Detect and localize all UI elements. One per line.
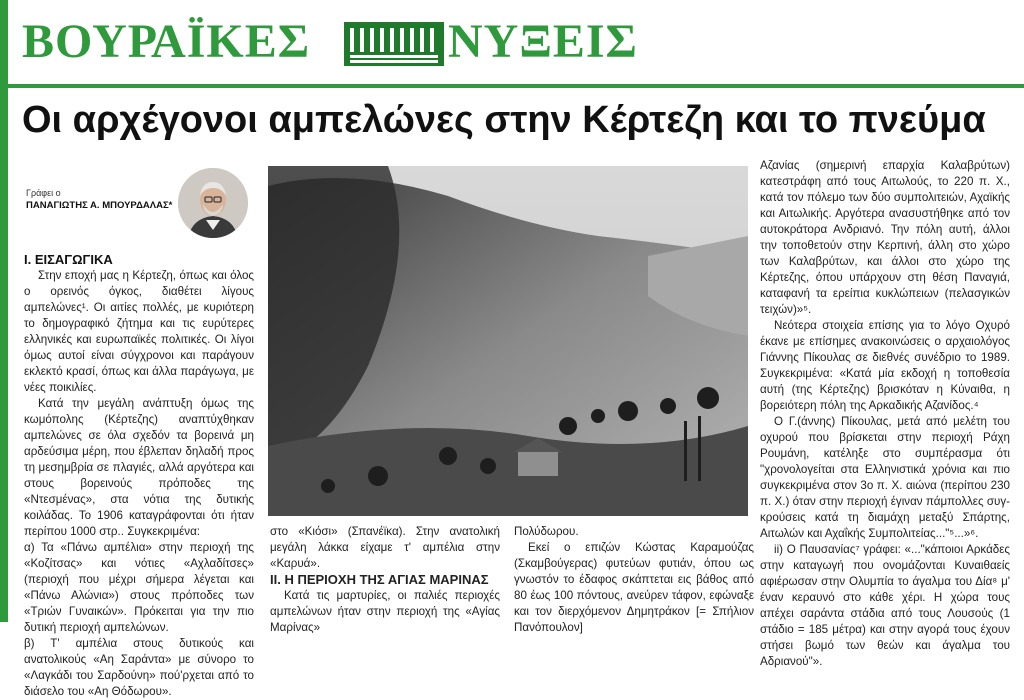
- masthead-barcode-ornament: [344, 22, 444, 66]
- article-column-2a: [270, 524, 500, 636]
- paragraph: Κατά τις μαρτυρίες, οι παλιές περιοχές αμπελώνων ήταν στην περιοχή της «Αγίας Μαρίνας»: [270, 589, 500, 634]
- article-column-2b: [514, 524, 754, 636]
- byline-label: Γράφει ο: [26, 188, 61, 198]
- author-portrait: [178, 168, 248, 238]
- paragraph: Εκεί ο επιζών Κώστας Καραμούζας (Σκαμβούγερας) φυτεύων φυτιάν, όπου ως γνωστόν το έδαφος σκάπτεται εις βάθος από 80 έως 100 πόντους, ανεύρεν τάφον, εφώναξε και τον διερχόμενον Δημητράκον [= Σπήλιον Πανόπουλον]: [514, 541, 754, 634]
- paragraph: Ο Γ.(άννης) Πίκουλας, μετά από μελέτη του οχυρού που βρίσκεται στην περιοχή Ράχη Ρουμάνη, κατέληξε στο συμπέρασμα ότι "χρονολογείται στα Ελληνιστικά χρόνια και πιο συγκεκριμένα στον 3ο π. Χ. αιώνα (περίπου 230 π. Χ.) όταν στην περιοχή έγιναν πάμπολλες συγ-κρούσεις κατά τη διαμάχη μεταξύ Σπάρτης, Αιτωλών και Αχαΐκής Συμπολιτείας..."⁵...»⁶.: [760, 415, 1010, 540]
- byline: [26, 188, 176, 211]
- paragraph: β) Τ' αμπέλια στους δυτικούς και ανατολικούς «Αη Σαράντα» με σύνορο το «Λαγκάδι του Σαρδούνη» πού'ρχεται από το διάσελο του «Αη Θόδωρου».: [24, 637, 254, 698]
- masthead-right-word: ΝΥΞΕΙΣ: [448, 15, 638, 68]
- paragraph: στο «Κιόσι» (Σπανέϊκα). Στην ανατολική μεγάλη λάκκα είχαμε τ' αμπέλια στην «Καρυά».: [270, 525, 500, 570]
- byline-author: ΠΑΝΑΓΙΩΤΗΣ Α. ΜΠΟΥΡΔΑΛΑΣ*: [26, 200, 173, 211]
- paragraph: Αζανίας (σημερινή επαρχία Καλαβρύτων) κατεστράφη από τους Αιτωλούς, το 220 π. Χ., κατά τον πόλεμο των δύο συμπολιτειών, Αχαϊκής και Αιτωλικής. Αργότερα ανασυστήθηκε από τον αυτοκράτορα Ανδριανό. Την πόλη αυτή, άλλοι την τοποθετούν στην Κερπινή, άλλη στο χώρο των Καλαβρύτων, και άλλοι στο χώρο της Κέρτεζης, όπου υπάρχουν στη θέση Παναγιά, καταφανή τα ερείπια κυκλώπειων (πελασγικών τειχών)»⁵.: [760, 159, 1010, 316]
- section-heading-agia-marina: ΙΙ. Η ΠΕΡΙΟΧΗ ΤΗΣ ΑΓΙΑΣ ΜΑΡΙΝΑΣ: [270, 572, 489, 587]
- article-headline: Οι αρχέγονοι αμπελώνες στην Κέρτεζη και το πνεύμα: [22, 99, 986, 141]
- article-column-3: [760, 158, 1010, 670]
- paragraph: Κατά την μεγάλη ανάπτυξη όμως της κωμόπολης (Κέρτεζης) αναπτύχθηκαν αμπελώνες σε όλα σχεδόν τα βορεινά μη αρδεύσιμα μέρη, που έβλεπαν δηλαδή προς τη μεσημβρία σε πλαγιές, αλλά αργότερα και στους βορεινούς πρόποδες της «Ντεσμένας», στα νότια της δυτικής κοιλάδας. Το 1906 καταγράφονται ότι ήταν περίπου 1000 στρ.. Συγκεκριμένα:: [24, 397, 254, 538]
- paragraph: Νεότερα στοιχεία επίσης για το λόγο Οχυρό έκανε με επίσημες ανακοινώσεις ο αρχαιολόγος Γιάννης Πίκουλας σε διεθνές συνέδριο το 1989. Συγκεκριμένα: «Κατά μία εκδοχή η τοποθεσία αυτή (της Κέρτεζης) βρισκόταν η Κύναιθα, η βορειότερη πόλη της Αρκαδικής Αζανίδος.⁴: [760, 319, 1010, 412]
- masthead-left-word: ΒΟΥΡΑΪΚΕΣ: [22, 15, 311, 68]
- paragraph: Στην εποχή μας η Κέρτεζη, όπως και όλος ο ορεινός όγκος, διαθέτει λίγους αμπελώνες¹. Οι αιτίες πολλές, με κυριότερη το δημογραφικό ζήτημα και τις ευρύτερες ελληνικές και ευρωπαϊκές πολιτικές. Οι λίγοι όμως αυτοί είναι σύγχρονοι και παράγουν εκλεκτό κρασί, όπως και άλλα παράγωγα, με νέες ποικιλίες.: [24, 269, 254, 394]
- section-heading-introduction: Ι. ΕΙΣΑΓΩΓΙΚΑ: [24, 252, 113, 267]
- masthead-rule: [8, 84, 1024, 88]
- paragraph: Πολύδωρου.: [514, 525, 579, 538]
- paragraph: α) Τα «Πάνω αμπέλια» στην περιοχή της «Κοζίτσας» και νότιες «Αχλαδίτσες» (περιοχή που μέχρι σήμερα λέγεται και «Πάνω Αλώνια») στους πρόποδες των «Τριών Γυναικών». Πρόκειται για την πιο δυτική περιοχή αμπελώνων.: [24, 541, 254, 634]
- paragraph: ii) Ο Παυσανίας⁷ γράφει: «..."κάποιοι Αρκάδες στην καταγωγή που ονομάζονται Κυναιθαείς αφιέρωσαν στην Ολυμπία το άγαλμα του Δία⁸ μ' έναν κεραυνό στο κάθε χέρι. Η χώρα τους απέχει σαράντα στάδια από τους Λουσούς (1 στάδιο = 185 μέτρα) και στην αγορά τους έχουν στήσει βωμό των θεών και άγαλμα του Αδριανού"».: [760, 543, 1010, 668]
- article-photo-vineyard-slope: [268, 166, 748, 516]
- masthead: [8, 0, 1024, 78]
- article-column-1: [24, 252, 254, 700]
- left-accent-bar: [0, 0, 8, 622]
